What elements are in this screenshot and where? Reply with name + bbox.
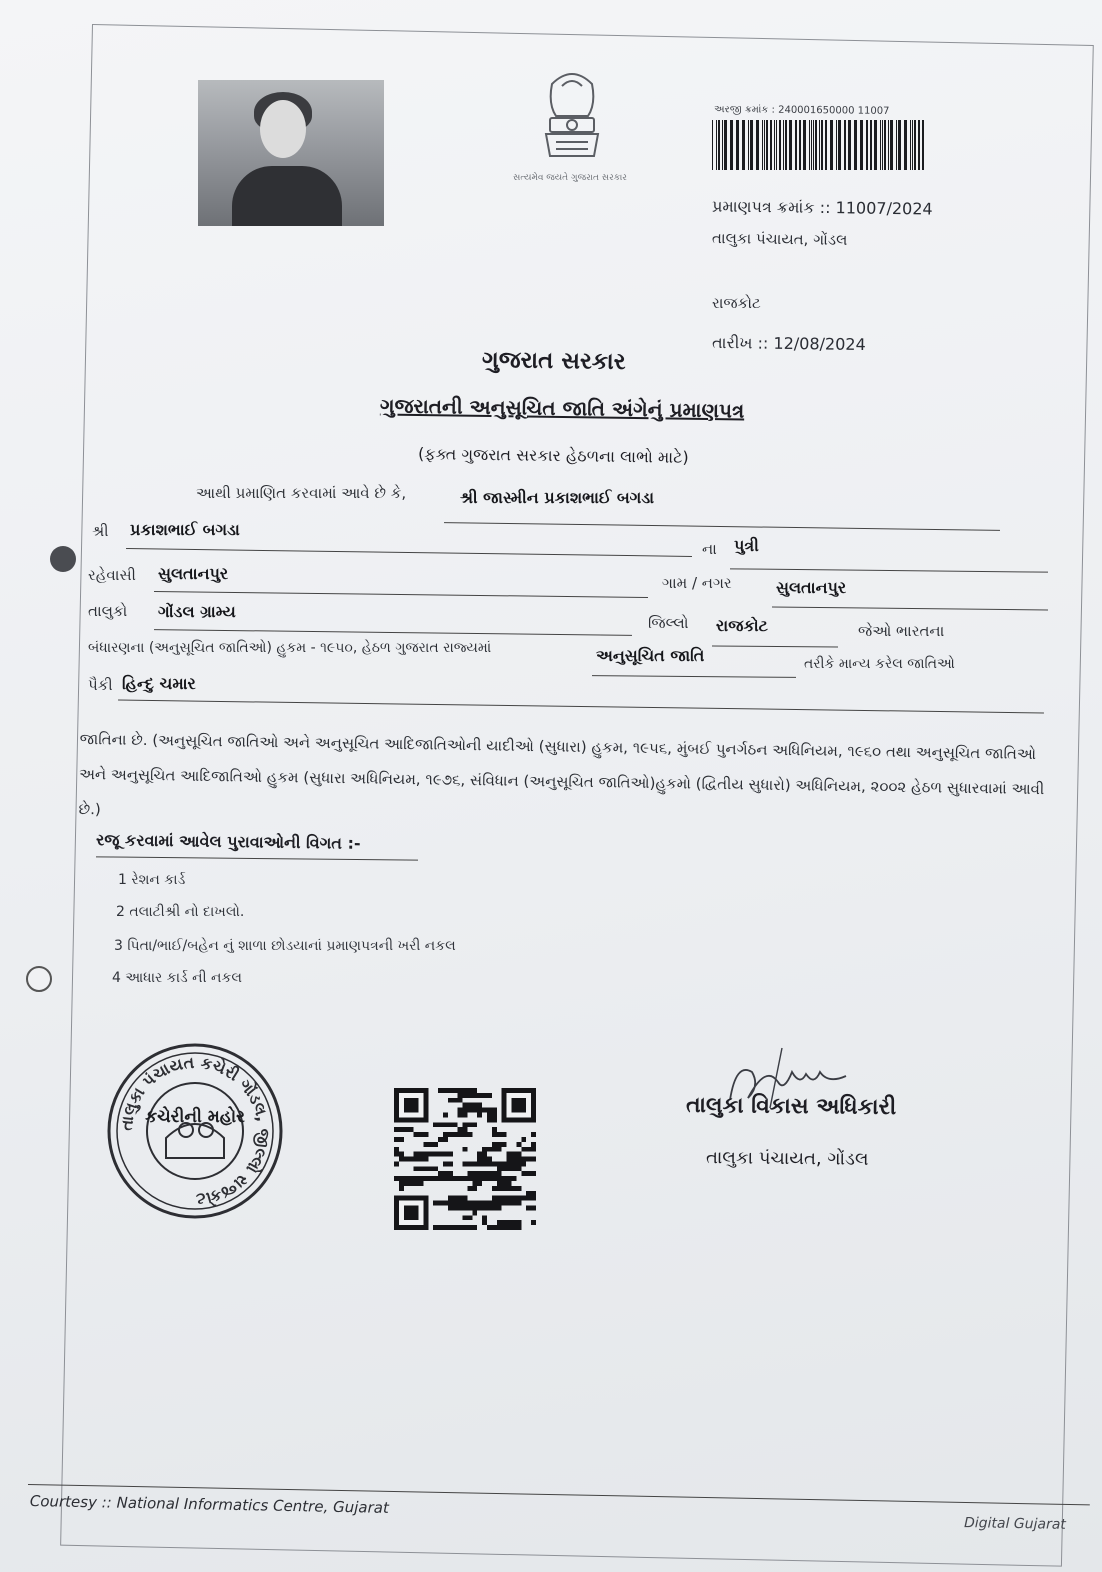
evidence-item: 3 પિતા/ભાઈ/બહેન નું શાળા છોડયાનાં પ્રમાણપત્રની ખરી નકલ: [114, 938, 456, 954]
holder-name: શ્રી જાસ્મીન પ્રકાશભાઈ બગડા: [460, 488, 655, 507]
evidence-item: 4 આધાર કાર્ડ ની નકલ: [112, 970, 242, 986]
recognized-label: તરીકે માન્ય કરેલ જાતિઓ: [804, 656, 955, 672]
category-value: અનુસૂચિત જાતિ: [596, 646, 705, 665]
district-label: જિલ્લો: [648, 614, 689, 632]
certificate-title: ગુજરાતની અનુસૂચિત જાતિ અંગેનું પ્રમાણપત્ર: [379, 393, 745, 423]
seal-center-text: કચેરીની મહોર: [145, 1107, 245, 1127]
punch-hole-top: [50, 546, 76, 572]
barcode: [712, 120, 926, 170]
office-seal-icon: [104, 1040, 286, 1222]
relation: પુત્રી: [734, 536, 759, 555]
state-emblem-icon: [522, 64, 622, 174]
resident-label: રહેવાસી: [88, 566, 136, 584]
legal-text: જાતિના છે. (અનુસૂચિત જાતિઓ અને અનુસૂચિત આદિજાતિઓની યાદીઓ (સુધારા) હુકમ, ૧૯૫૬, મુંબઈ પુનર્ગઠન અધિનિયમ, ૧૯૬૦ તથા અનુસૂચિત જાતિઓ અને અનુસૂચિત આદિજાતિઓ હુકમ (સુધારા અધિનિયમ, ૧૯૭૬, સંવિધાન (અનુસૂચિત જાતિઓ)હુકમો (દ્વિતીય સુધારો) અધિનિયમ, ૨૦૦૨ હેઠળ સુધારવામાં આવી છે.): [78, 729, 1045, 819]
emblem-caption: સત્યમેવ જયતે ગુજરાત સરકાર: [513, 173, 627, 183]
village-value: સુલતાનપુર: [776, 578, 847, 597]
shri-label: શ્રી: [92, 522, 109, 540]
evidence-heading: રજૂ કરવામાં આવેલ પુરાવાઓની વિગત :-: [95, 830, 361, 853]
certificate-subtitle: (ફક્ત ગુજરાત સરકાર હેઠળના લાભો માટે): [417, 444, 689, 467]
seal-ring-text: તાલુકા પંચાયત કચેરી ગોંડલ, જીલ્લો રાજકોટ: [116, 1052, 274, 1210]
qr-code: [394, 1088, 536, 1230]
signatory-office: તાલુકા પંચાયત, ગોંડલ: [705, 1147, 869, 1170]
taluka-value: ગોંડલ ગ્રામ્ય: [158, 602, 236, 621]
issuing-office: તાલુકા પંચાયત, ગોંડલ: [711, 229, 848, 249]
indian-label: જેઓ ભારતના: [858, 622, 945, 640]
certificate-number: પ્રમાણપત્ર ક્રમાંક :: 11007/2024: [711, 196, 933, 219]
courtesy-text: Courtesy :: National Informatics Centre, Gujarat: [29, 1492, 389, 1517]
applicant-photo: [198, 80, 384, 226]
certify-label: આથી પ્રમાણિત કરવામાં આવે છે કે,: [196, 484, 407, 502]
district-value: રાજકોટ: [716, 616, 768, 635]
evidence-item: 1 રેશન કાર્ડ: [118, 872, 186, 888]
constitution-text: બંધારણના (અનુસૂચિત જાતિઓ) હુકમ - ૧૯૫૦, હેઠળ ગુજરાત રાજ્યમાં: [88, 640, 492, 656]
resident-value: સુલતાનપુર: [158, 564, 229, 583]
among-label: પૈકી: [88, 676, 113, 694]
na-label: ના: [702, 540, 717, 558]
barcode-number: અરજી ક્રમાંક : 240001650000 11007: [713, 104, 890, 117]
issue-date: તારીખ :: 12/08/2024: [711, 332, 866, 355]
father-name: પ્રકાશભાઈ બગડા: [130, 520, 240, 539]
evidence-item: 2 તલાટીશ્રી નો દાખલો.: [116, 904, 245, 920]
punch-hole-bottom: [26, 966, 52, 992]
signatory-designation: તાલુકા વિકાસ અધિકારી: [685, 1092, 897, 1121]
village-label: ગામ / નગર: [662, 574, 732, 592]
government-title: ગુજરાત સરકાર: [481, 346, 626, 376]
digital-gujarat-text: Digital Gujarat: [963, 1515, 1067, 1533]
taluka-label: તાલુકો: [88, 602, 128, 620]
city: રાજકોટ: [712, 294, 761, 312]
caste-value: હિન્દુ ચમાર: [122, 674, 196, 693]
